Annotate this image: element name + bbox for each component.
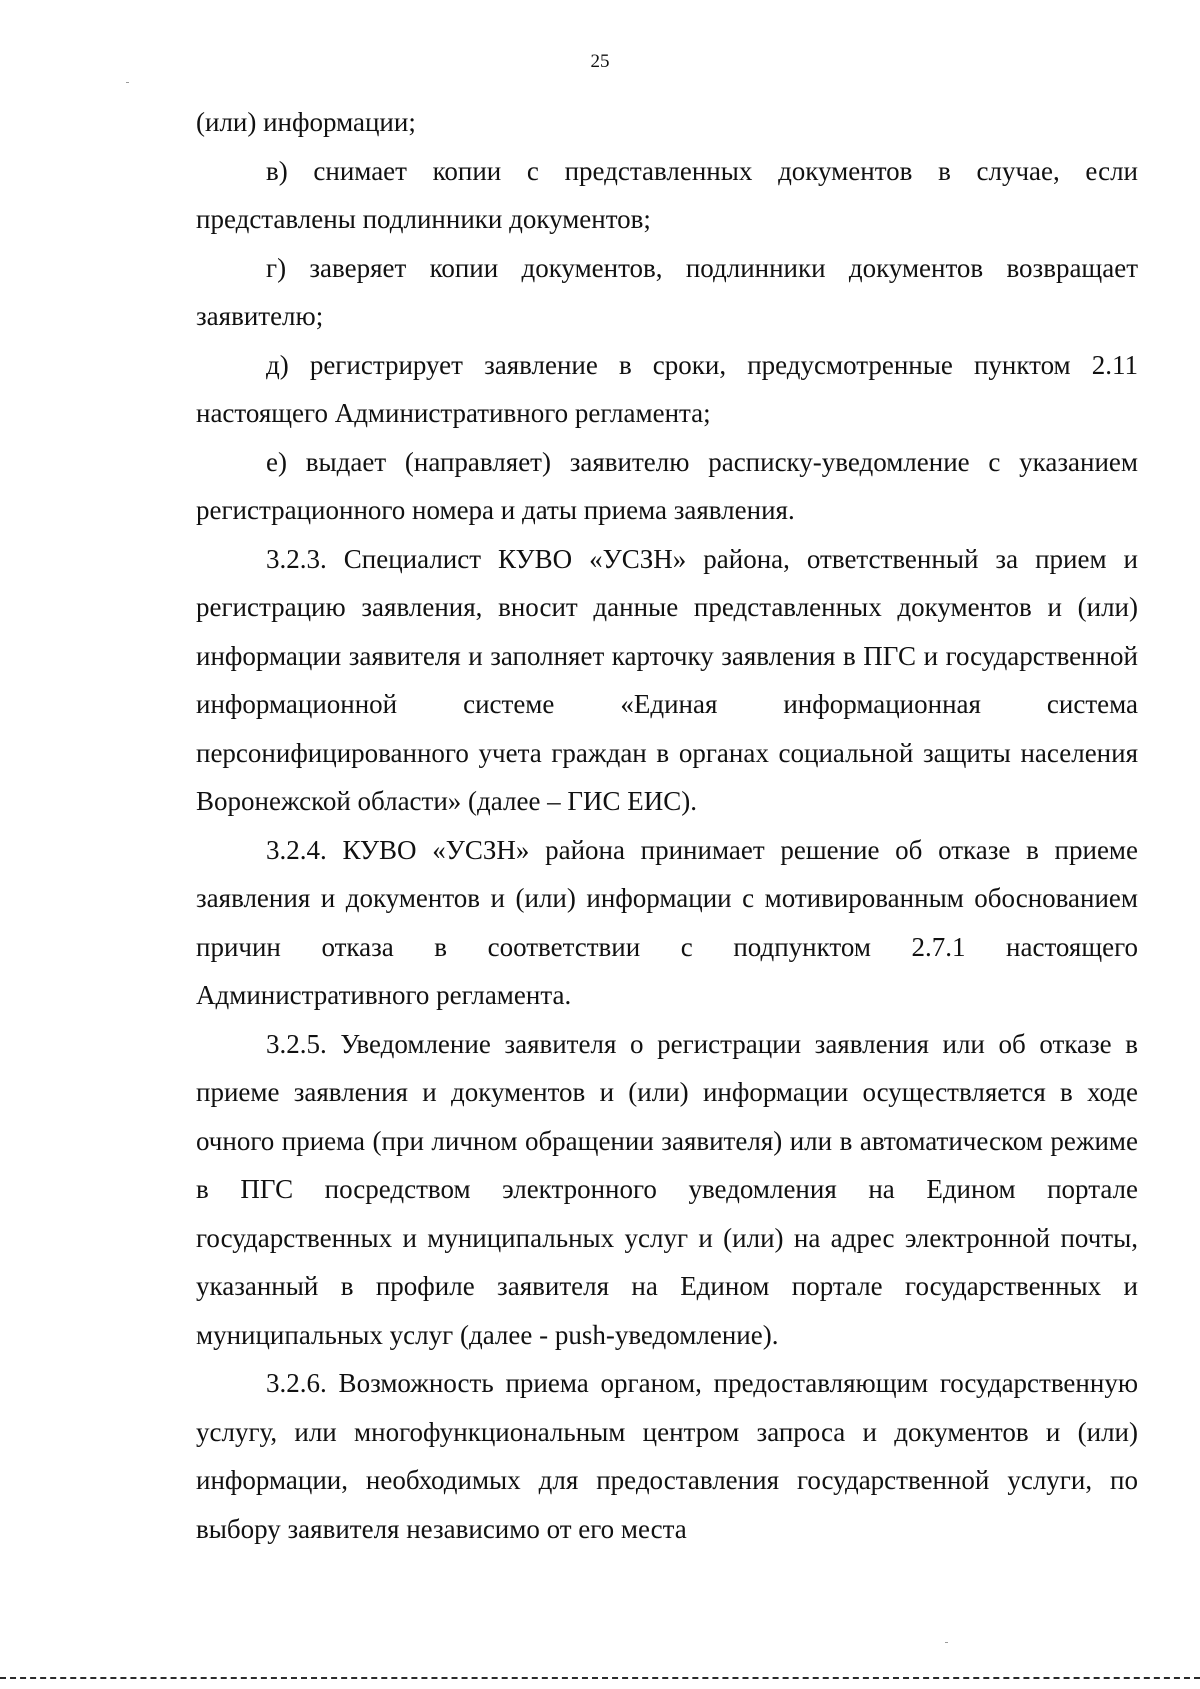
paragraph: 3.2.4. КУВО «УСЗН» района принимает решение об отказе в приеме заявления и документов и (или) информации с мотивированным обоснованием причин отказа в соответствии с подпунктом 2.7.1 настоящего Административного регламента. [196, 834, 1138, 1010]
paragraph: в) снимает копии с представленных документов в случае, если представлены подлинники документов; [196, 155, 1138, 234]
page-number: 25 [590, 51, 610, 72]
paragraph: 3.2.5. Уведомление заявителя о регистрации заявления или об отказе в приеме заявления и документов и (или) информации осуществляется в ходе очного приема (при личном обращении заявителя) или в автоматическом режиме в ПГС посредством электронного уведомления на Едином портале государственных и муниципальных услуг и (или) на адрес электронной почты, указанный в профиле заявителя на Едином портале государственных и муниципальных услуг (далее - push-уведомление). [196, 1028, 1138, 1350]
scan-artifact [126, 82, 129, 83]
paragraph: (или) информации; [196, 107, 416, 137]
paragraph: 3.2.6. Возможность приема органом, предоставляющим государственную услугу, или многофункциональным центром запроса и документов и (или) информации, необходимых для предоставления государственной услуги, по выбору заявителя независимо от его места [196, 1368, 1138, 1544]
document-body [196, 98, 1138, 1553]
scan-artifact [945, 1642, 948, 1643]
paragraph: 3.2.3. Специалист КУВО «УСЗН» района, ответственный за прием и регистрацию заявления, вносит данные представленных документов и (или) информации заявителя и заполняет карточку заявления в ПГС и государственной информационной системе «Единая информационная система персонифицированного учета граждан в органах социальной защиты населения Воронежской области» (далее – ГИС ЕИС). [196, 543, 1138, 816]
paragraph: г) заверяет копии документов, подлинники документов возвращает заявителю; [196, 252, 1138, 331]
paragraph: е) выдает (направляет) заявителю расписку-уведомление с указанием регистрационного номера и даты приема заявления. [196, 446, 1138, 525]
page-bottom-edge [0, 1677, 1200, 1679]
paragraph: д) регистрирует заявление в сроки, предусмотренные пунктом 2.11 настоящего Административного регламента; [196, 349, 1138, 428]
